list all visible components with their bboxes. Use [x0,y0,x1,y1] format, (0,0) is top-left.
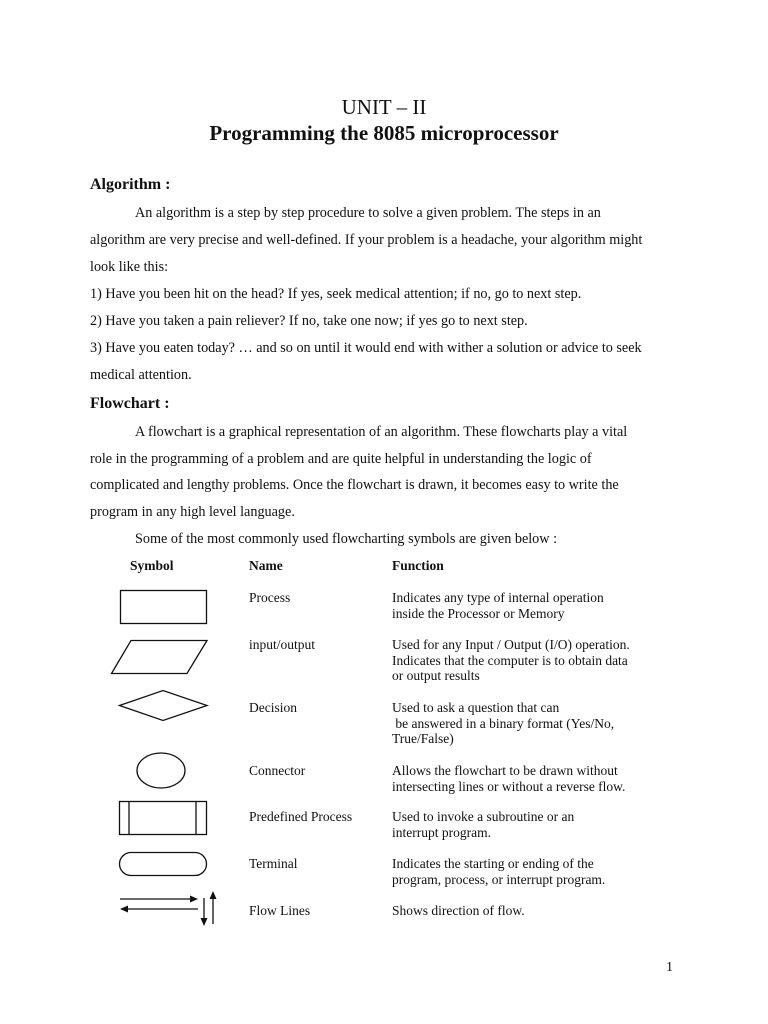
terminal-symbol-icon [119,852,209,878]
symbol-name: Predefined Process [249,809,353,824]
col-header-function: Function [392,558,444,573]
symbol-name: input/output [249,637,316,652]
decision-symbol-icon [119,690,209,722]
algorithm-line: medical attention. [90,367,192,383]
flow-lines-symbol-icon [118,890,222,930]
flowchart-heading: Flowchart : [90,395,170,412]
connector-symbol-icon [136,752,188,790]
symbol-name: Terminal [249,856,298,871]
algorithm-step: 1) Have you been hit on the head? If yes, seek medical attention; if no, go to next step. [90,286,582,302]
symbol-name: Decision [249,700,297,715]
predefined-process-symbol-icon [119,801,209,837]
algorithm-line: look like this: [90,259,169,275]
symbol-name: Process [249,590,291,605]
page-title: Programming the 8085 microprocessor [209,121,559,145]
symbol-function: Used to invoke a subroutine or an interrupt program. [392,809,575,840]
symbol-name: Connector [249,763,306,778]
unit-label: UNIT – II [341,95,427,119]
col-header-name: Name [249,558,283,573]
symbol-function: Allows the flowchart to be drawn without intersecting lines or without a reverse flow. [392,763,626,794]
col-header-symbol: Symbol [130,558,174,573]
algorithm-heading: Algorithm : [90,176,171,193]
flowchart-line: program in any high level language. [90,504,295,520]
symbol-function: Used to ask a question that can be answered in a binary format (Yes/No, True/False) [392,700,615,746]
symbol-function: Shows direction of flow. [392,903,525,918]
process-symbol-icon [120,590,208,626]
symbol-function: Used for any Input / Output (I/O) operation. Indicates that the computer is to obtain data or output results [392,637,630,683]
algorithm-step: 2) Have you taken a pain reliever? If no, take one now; if yes go to next step. [90,313,528,329]
algorithm-line: algorithm are very precise and well-defined. If your problem is a headache, your algorithm might [90,232,643,248]
symbol-function: Indicates the starting or ending of the program, process, or interrupt program. [392,856,606,887]
io-symbol-icon [111,640,209,676]
flowchart-line: A flowchart is a graphical representation of an algorithm. These flowcharts play a vital [135,424,628,440]
algorithm-step: 3) Have you eaten today? … and so on until it would end with wither a solution or advice to seek [90,340,642,356]
algorithm-line: An algorithm is a step by step procedure to solve a given problem. The steps in an [135,205,601,221]
flowchart-line: Some of the most commonly used flowcharting symbols are given below : [135,531,558,547]
symbol-function: Indicates any type of internal operation inside the Processor or Memory [392,590,604,621]
flowchart-line: role in the programming of a problem and are quite helpful in understanding the logic of [90,451,592,467]
flowchart-line: complicated and lengthy problems. Once the flowchart is drawn, it becomes easy to write the [90,477,619,493]
page-number: 1 [666,960,673,975]
symbol-name: Flow Lines [249,903,311,918]
